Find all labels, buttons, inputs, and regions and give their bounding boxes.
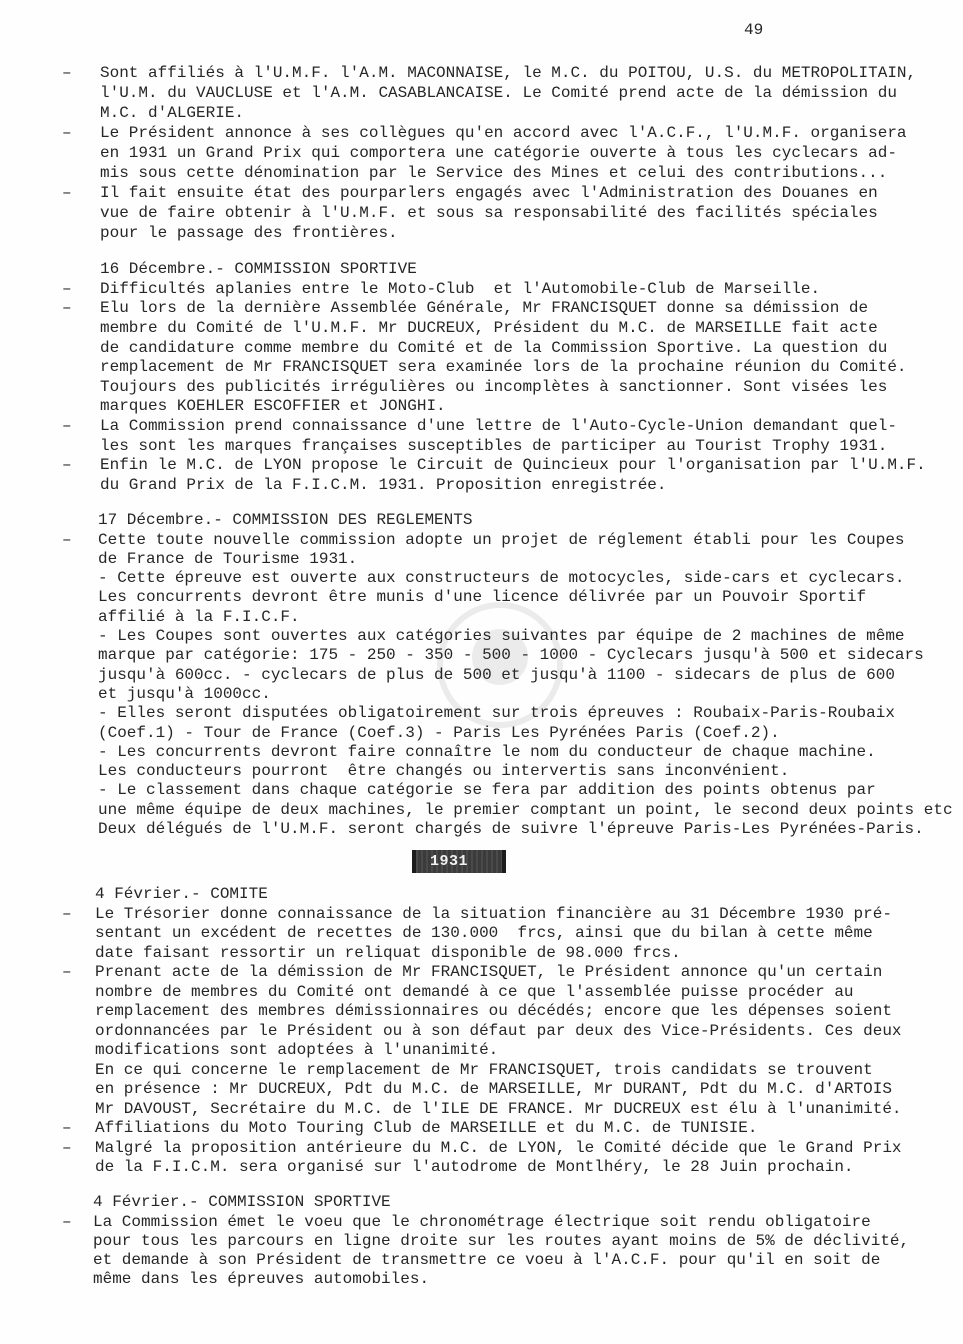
text-line: affilié à la F.I.C.F. bbox=[98, 607, 300, 626]
text-line: remplacement de Mr FRANCISQUET sera examinée lors de la prochaine réunion du Comité. bbox=[100, 358, 907, 377]
text-line: Cette toute nouvelle commission adopte un projet de réglement établi pour les Coupes bbox=[98, 530, 905, 549]
list-item bbox=[62, 1119, 955, 1139]
bullet-dash: – bbox=[62, 64, 72, 82]
text-line: Prenant acte de la démission de Mr FRANCISQUET, le Président annonce qu'un certain bbox=[95, 963, 883, 982]
minutes-section bbox=[62, 1193, 953, 1289]
text-line: Le Président annonce à ses collègues qu'en accord avec l'A.C.F., l'U.M.F. organisera bbox=[100, 124, 907, 142]
list-item bbox=[62, 416, 960, 456]
text-line: du Grand Prix de la F.I.C.M. 1931. Proposition enregistrée. bbox=[100, 475, 667, 494]
text-line: mis sous cette dénomination par le Service des Mines et celui des contributions... bbox=[100, 164, 888, 182]
text-line: Les conducteurs pourront être changés ou intervertis sans inconvénient. bbox=[98, 762, 790, 781]
text-line: marques KOEHLER ESCOFFIER et JONGHI. bbox=[100, 397, 446, 416]
bullet-dash: – bbox=[62, 184, 72, 202]
bullet-dash: – bbox=[62, 416, 72, 435]
bullet-dash: – bbox=[62, 1212, 72, 1231]
text-line: (Coef.1) - Tour de France (Coef.3) - Paris Les Pyrénées Paris (Coef.2). bbox=[98, 723, 780, 742]
text-line: les sont les marques françaises susceptibles de participer au Tourist Trophy 1931. bbox=[100, 436, 888, 455]
text-line: Difficultés aplanies entre le Moto-Club et l'Automobile-Club de Marseille. bbox=[100, 279, 821, 298]
bullet-dash: – bbox=[62, 279, 72, 298]
text-line: en 1931 un Grand Prix qui comportera une catégorie ouverte à tous les cyclecars ad- bbox=[100, 144, 897, 162]
text-line: La Commission prend connaissance d'une lettre de l'Auto-Cycle-Union demandant quel- bbox=[100, 416, 897, 435]
text-line: Mr DAVOUST, Secrétaire du M.C. de l'ILE DE FRANCE. Mr DUCREUX est élu à l'unanimité. bbox=[95, 1099, 902, 1118]
bullet-dash: – bbox=[62, 124, 72, 142]
text-line: En ce qui concerne le remplacement de Mr FRANCISQUET, trois candidats se trouvent bbox=[95, 1060, 873, 1079]
list-item bbox=[62, 123, 960, 183]
bullet-dash: – bbox=[62, 456, 72, 475]
text-line: de candidature comme membre du Comité et de la Commission Sportive. La question du bbox=[100, 338, 888, 357]
text-line: sentant un excédent de recettes de 130.000 frcs, ainsi que du bilan à cette même bbox=[95, 924, 873, 943]
list-item bbox=[62, 63, 960, 123]
text-line: Deux délégués de l'U.M.F. seront chargés de suivre l'épreuve Paris-Les Pyrénées-Paris. bbox=[98, 820, 924, 839]
list-item bbox=[62, 904, 955, 964]
text-line: date faisant ressortir un reliquat disponible de 98.000 frcs. bbox=[95, 943, 681, 962]
text-line: vue de faire obtenir à l'U.M.F. et sous sa responsabilité des facilités spéciales bbox=[100, 204, 878, 222]
list-item bbox=[62, 299, 960, 417]
text-line: une même équipe de deux machines, le premier comptant un point, le second deux points etc bbox=[98, 800, 953, 819]
bullet-dash: – bbox=[62, 530, 72, 549]
text-line: Le Trésorier donne connaissance de la situation financière au 31 Décembre 1930 pré- bbox=[95, 904, 892, 923]
text-line: Toujours des publicités irrégulières ou incomplètes à sanctionner. Sont visées les bbox=[100, 377, 888, 396]
text-line: de la F.I.C.M. sera organisé sur l'autodrome de Montlhéry, le 28 Juin prochain. bbox=[95, 1158, 854, 1177]
list-item bbox=[62, 963, 955, 1119]
page-number: 49 bbox=[744, 21, 764, 39]
text-line: La Commission émet le voeu que le chronométrage électrique soit rendu obligatoire bbox=[93, 1212, 871, 1231]
text-line: de France de Tourisme 1931. bbox=[98, 549, 358, 568]
section-heading: 4 Février.- COMMISSION SPORTIVE bbox=[93, 1193, 391, 1212]
text-line: Affiliations du Moto Touring Club de MARSEILLE et du M.C. de TUNISIE. bbox=[95, 1119, 758, 1138]
minutes-section bbox=[62, 511, 958, 839]
text-line: Il fait ensuite état des pourparlers engagés avec l'Administration des Douanes en bbox=[100, 184, 878, 202]
text-line: - Elles seront disputées obligatoirement sur trois épreuves : Roubaix-Paris-Roubaix bbox=[98, 704, 895, 723]
text-line: - Les Coupes sont ouvertes aux catégories suivantes par équipe de 2 machines de même bbox=[98, 627, 905, 646]
list-item bbox=[62, 183, 960, 243]
text-line: l'U.M. du VAUCLUSE et l'A.M. CASABLANCAISE. Le Comité prend acte de la démission du bbox=[100, 84, 897, 102]
minutes-section bbox=[62, 260, 960, 495]
list-item bbox=[62, 279, 960, 300]
text-line: ordonnancées par le Président ou à son défaut par deux des Vice-Présidents. Ces deux bbox=[95, 1021, 902, 1040]
text-line: jusqu'à 600cc. - cyclecars de plus de 500 et jusqu'à 1100 - sidecars de plus de 600 bbox=[98, 665, 895, 684]
bullet-dash: – bbox=[62, 1119, 72, 1138]
text-line: nombre de membres du Comité ont demandé à ce que l'assemblée puisse procéder au bbox=[95, 982, 854, 1001]
text-line: marque par catégorie: 175 - 250 - 350 - 500 - 1000 - Cyclecars jusqu'à 500 et sidecars bbox=[98, 646, 924, 665]
text-line: pour tous les parcours en ligne droite sur les routes ayant moins de 5% de déclivité, bbox=[93, 1231, 910, 1250]
text-line: même dans les épreuves automobiles. bbox=[93, 1270, 430, 1289]
text-line: Malgré la proposition antérieure du M.C. de LYON, le Comité décide que le Grand Prix bbox=[95, 1138, 902, 1157]
bullet-dash: – bbox=[62, 963, 72, 982]
text-line: - Cette épreuve est ouverte aux constructeurs de motocycles, side-cars et cyclecars. bbox=[98, 569, 905, 588]
text-line: remplacement des membres démissionnaires ou décédés; encore que les dépenses soient bbox=[95, 1002, 892, 1021]
text-line: et jusqu'à 1000cc. bbox=[98, 684, 271, 703]
text-line: Sont affiliés à l'U.M.F. l'A.M. MACONNAISE, le M.C. du POITOU, U.S. du METROPOLITAIN, bbox=[100, 64, 917, 82]
minutes-section bbox=[62, 63, 960, 243]
minutes-section bbox=[62, 885, 955, 1178]
text-line: - Les concurrents devront faire connaître le nom du conducteur de chaque machine. bbox=[98, 742, 876, 761]
text-line: - Le classement dans chaque catégorie se fera par addition des points obtenus par bbox=[98, 781, 876, 800]
bullet-dash: – bbox=[62, 1138, 72, 1157]
bullet-dash: – bbox=[62, 904, 72, 923]
section-heading: 16 Décembre.- COMMISSION SPORTIVE bbox=[100, 260, 417, 279]
year-badge-label: 1931 bbox=[430, 853, 469, 870]
list-item bbox=[62, 530, 958, 840]
bullet-dash: – bbox=[62, 299, 72, 318]
list-item bbox=[62, 1138, 955, 1178]
text-line: membre du Comité de l'U.M.F. Mr DUCREUX, Président du M.C. de MARSEILLE fait acte bbox=[100, 318, 878, 337]
text-line: en présence : Mr DUCREUX, Pdt du M.C. de MARSEILLE, Mr DURANT, Pdt du M.C. d'ARTOIS bbox=[95, 1080, 892, 1099]
text-line: Elu lors de la dernière Assemblée Générale, Mr FRANCISQUET donne sa démission de bbox=[100, 299, 869, 318]
year-badge bbox=[412, 850, 506, 873]
text-line: pour le passage des frontières. bbox=[100, 224, 398, 242]
text-line: Les concurrents devront être munis d'une licence délivrée par un Pouvoir Sportif bbox=[98, 588, 867, 607]
list-item bbox=[62, 1212, 953, 1290]
text-line: M.C. d'ALGERIE. bbox=[100, 104, 245, 122]
text-line: Enfin le M.C. de LYON propose le Circuit de Quincieux pour l'organisation par l'U.M.F. bbox=[100, 456, 926, 475]
list-item bbox=[62, 456, 960, 495]
section-heading: 17 Décembre.- COMMISSION DES REGLEMENTS bbox=[98, 511, 473, 530]
text-line: et demande à son Président de transmettre ce voeu à l'A.C.F. pour qu'il en soit de bbox=[93, 1251, 881, 1270]
section-heading: 4 Février.- COMITE bbox=[95, 885, 268, 904]
text-line: modifications sont adoptées à l'unanimité. bbox=[95, 1041, 499, 1060]
